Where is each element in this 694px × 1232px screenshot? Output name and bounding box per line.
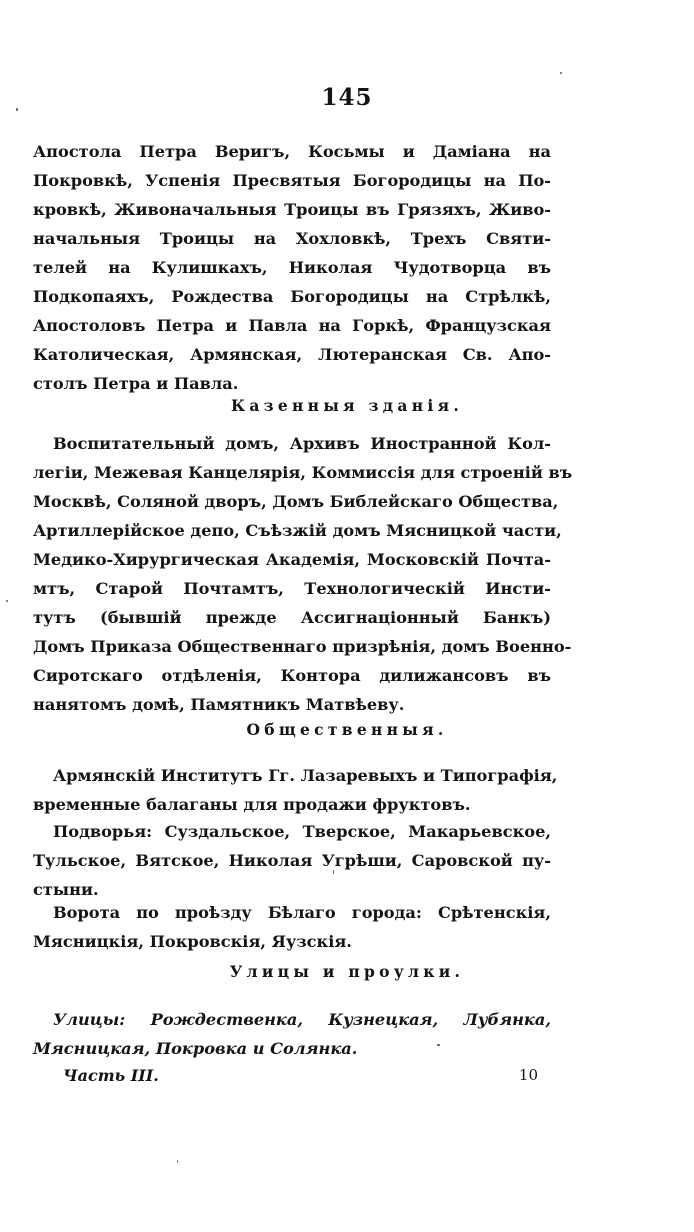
sheet-number: 10 — [518, 1066, 538, 1084]
text-line: телей на Кулишкахъ, Николая Чудотворца въ — [33, 258, 551, 277]
paragraph-podvorya — [33, 817, 551, 904]
section-heading-state-buildings: Казенныя зданія. — [230, 396, 464, 415]
page-number: 145 — [321, 84, 373, 111]
text-line: Покровкѣ, Успенія Пресвятыя Богородицы на По- — [33, 171, 551, 190]
paragraph-public — [33, 761, 558, 819]
text-line: Улицы: Рождественка, Кузнецкая, Лубянка, — [53, 1010, 551, 1029]
scan-speck — [437, 1044, 440, 1046]
text-line: нанятомъ домѣ, Памятникъ Матвѣеву. — [33, 695, 405, 714]
paragraph-churches — [33, 137, 551, 398]
text-line: стыни. — [33, 880, 99, 899]
text-line: Мясницкая, Покровка и Солянка. — [33, 1039, 358, 1058]
text-line: Мясницкія, Покровскія, Яузскія. — [33, 932, 352, 951]
scan-speck — [16, 108, 18, 111]
text-line: Апостола Петра Веригъ, Косьмы и Даміана на — [33, 142, 551, 161]
text-line: Артиллерійское депо, Съѣзжій домъ Мясницкой части, — [33, 521, 562, 540]
text-line: Подворья: Суздальское, Тверское, Макарьевское, — [53, 822, 551, 841]
scan-speck — [177, 1160, 178, 1163]
text-line: тутъ (бывшій прежде Ассигнаціонный Банкъ) — [33, 608, 551, 627]
scan-speck — [333, 870, 334, 874]
text-line: столъ Петра и Павла. — [33, 374, 239, 393]
text-line: Тульское, Вятское, Николая Угрѣши, Саровской пу- — [33, 851, 551, 870]
scan-speck — [6, 600, 8, 602]
section-heading-streets: Улицы и проулки. — [229, 962, 465, 981]
text-line: Ворота по проѣзду Бѣлаго города: Срѣтенскія, — [53, 903, 551, 922]
text-line: мтъ, Старой Почтамтъ, Технологическій Инсти- — [33, 579, 551, 598]
scan-speck — [560, 72, 562, 74]
page-footer — [63, 1066, 538, 1092]
signature-mark: Часть III. — [63, 1066, 159, 1085]
section-heading-public: Общественныя. — [246, 720, 448, 739]
text-line: Католическая, Армянская, Лютеранская Св. Апо- — [33, 345, 551, 364]
text-line: временные балаганы для продажи фруктовъ. — [33, 795, 471, 814]
text-line: Домъ Приказа Общественнаго призрѣнія, домъ Военно- — [33, 637, 572, 656]
text-line: Медико-Хирургическая Академія, Московскій Почта- — [33, 550, 551, 569]
paragraph-gates — [33, 898, 551, 956]
text-line: Воспитательный домъ, Архивъ Иностранной Кол- — [53, 434, 551, 453]
text-line: Подкопаяхъ, Рождества Богородицы на Стрѣлкѣ, — [33, 287, 551, 306]
text-line: Сиротскаго отдѣленія, Контора дилижансовъ въ — [33, 666, 551, 685]
text-line: Москвѣ, Соляной дворъ, Домъ Библейскаго Общества, — [33, 492, 559, 511]
text-line: Армянскій Институтъ Гг. Лазаревыхъ и Типографія, — [53, 766, 558, 785]
text-line: кровкѣ, Живоначальныя Троицы въ Грязяхъ, Живо- — [33, 200, 551, 219]
text-line: начальныя Троицы на Хохловкѣ, Трехъ Святи- — [33, 229, 551, 248]
paragraph-state-buildings — [33, 429, 573, 719]
text-line: легіи, Межевая Канцелярія, Коммиссія для строеній въ — [33, 463, 573, 482]
text-line: Апостоловъ Петра и Павла на Горкѣ, Французская — [33, 316, 551, 335]
paragraph-streets — [33, 1005, 551, 1063]
